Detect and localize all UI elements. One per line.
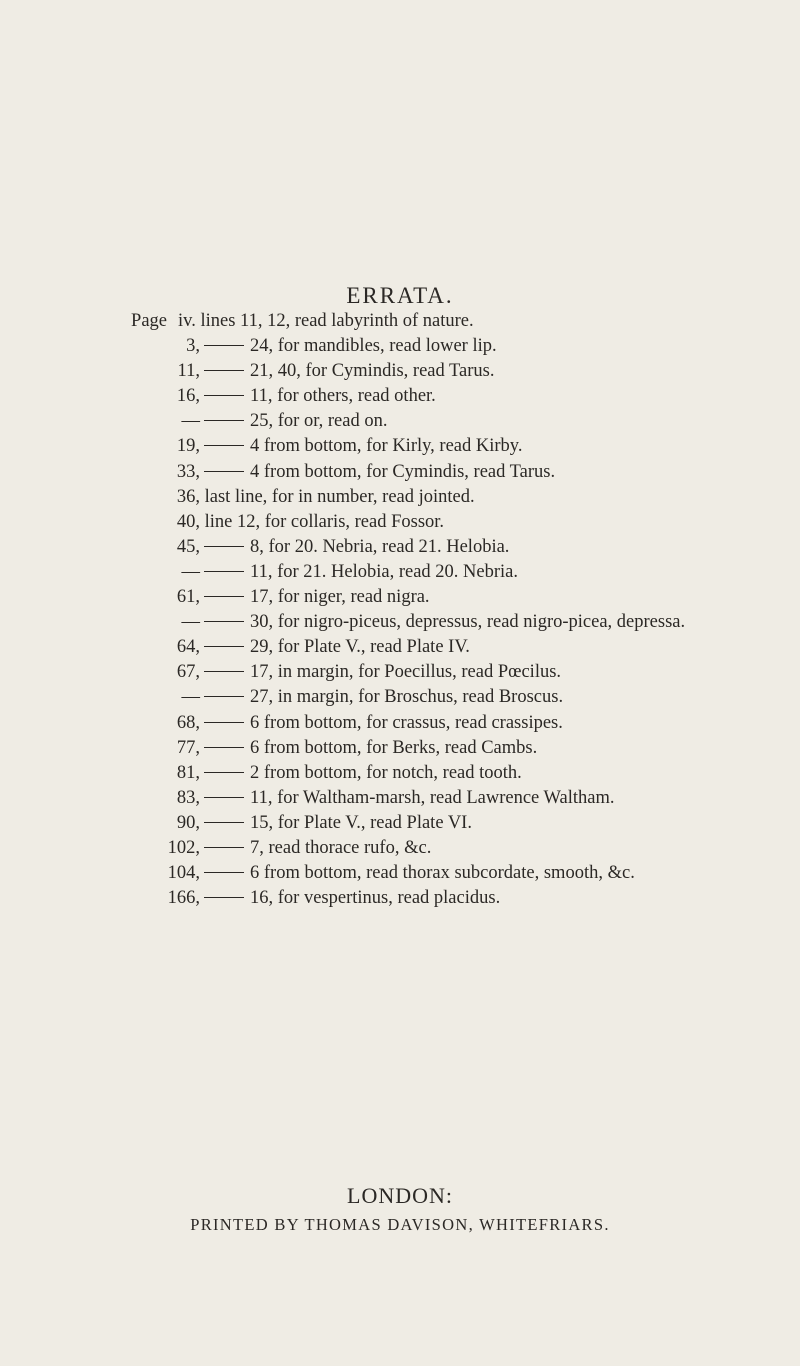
entry-text: 4 from bottom, for Cymindis, read Tarus. [250, 461, 556, 482]
entry-text: 30, for nigro-piceus, depressus, read nigro-picea, depressa. [250, 612, 686, 633]
ditto-rule [204, 696, 244, 697]
entry-text: 6 from bottom, read thorax subcordate, smooth, &c. [250, 863, 635, 884]
entry-text: 24, for mandibles, read lower lip. [250, 336, 497, 357]
errata-entry [178, 761, 788, 786]
page-number: — [181, 561, 200, 582]
page-label: Page [131, 311, 167, 331]
ditto-rule [204, 571, 244, 572]
page-number: — [181, 612, 200, 633]
ditto-rule [204, 420, 244, 421]
page-number: 83, [176, 787, 200, 808]
entry-text: 6 from bottom, for crassus, read crassipes. [250, 712, 563, 733]
errata-entry [167, 861, 788, 886]
errata-entry [167, 886, 788, 911]
page-number: 33, [176, 461, 200, 482]
errata-entry [178, 409, 788, 434]
entry-text: 17, in margin, for Poecillus, read Pœcilus. [250, 662, 562, 683]
errata-entry [178, 811, 788, 836]
imprint-city: LONDON: [347, 1183, 453, 1208]
entry-text: 21, 40, for Cymindis, read Tarus. [250, 361, 495, 382]
errata-entry [178, 384, 788, 409]
errata-entry [178, 660, 788, 685]
entry-text: 29, for Plate V., read Plate IV. [250, 637, 470, 658]
page-number: 81, [176, 762, 200, 783]
imprint-printer: PRINTED BY THOMAS DAVISON, WHITEFRIARS. [190, 1215, 610, 1234]
errata-entry [178, 560, 788, 585]
errata-list [131, 309, 788, 911]
ditto-rule [204, 596, 244, 597]
page-number: 102, [167, 837, 200, 858]
errata-entry [178, 786, 788, 811]
errata-entry [178, 685, 788, 710]
entry-text: lines 11, 12, read labyrinth of nature. [200, 311, 474, 331]
page-number: 61, [176, 587, 200, 608]
entry-text: 27, in margin, for Broschus, read Broscus. [250, 687, 564, 708]
ditto-rule [204, 395, 244, 396]
ditto-rule [204, 847, 244, 848]
page-number: 90, [176, 812, 200, 833]
page-number: 104, [167, 863, 200, 884]
ditto-rule [204, 646, 244, 647]
errata-entry [178, 585, 788, 610]
ditto-rule [204, 445, 244, 446]
ditto-rule [204, 671, 244, 672]
entry-text: line 12, for collaris, read Fossor. [204, 511, 445, 532]
page-number: 166, [167, 888, 200, 909]
page-number: 40, [176, 511, 200, 532]
page-number: 77, [176, 737, 200, 758]
page-number: 45, [176, 536, 200, 557]
errata-entry [178, 485, 788, 510]
page-number: 36, [176, 486, 200, 507]
ditto-rule [204, 897, 244, 898]
ditto-rule [204, 471, 244, 472]
entry-text: 11, for 21. Helobia, read 20. Nebria. [250, 561, 518, 582]
entry-text: 11, for others, read other. [250, 386, 436, 407]
ditto-rule [204, 872, 244, 873]
entry-text: 17, for niger, read nigra. [250, 587, 430, 608]
entry-text: 25, for or, read on. [250, 411, 388, 432]
errata-entry [178, 610, 788, 635]
entry-text: 2 from bottom, for notch, read tooth. [250, 762, 522, 783]
ditto-rule [204, 546, 244, 547]
entry-text: 6 from bottom, for Berks, read Cambs. [250, 737, 538, 758]
page-number: 16, [176, 386, 200, 407]
errata-entry [178, 334, 788, 359]
page-number: — [181, 687, 200, 708]
entry-text: last line, for in number, read jointed. [204, 486, 475, 507]
entry-text: 16, for vespertinus, read placidus. [250, 888, 501, 909]
ditto-rule [204, 370, 244, 371]
entry-text: 7, read thorace rufo, &c. [250, 837, 432, 858]
ditto-rule [204, 722, 244, 723]
page-number: 64, [176, 637, 200, 658]
errata-entry [178, 510, 788, 535]
entry-text: 8, for 20. Nebria, read 21. Helobia. [250, 536, 510, 557]
errata-entry [178, 359, 788, 384]
page-title: ERRATA. [346, 283, 454, 308]
errata-entry [178, 635, 788, 660]
ditto-rule [204, 822, 244, 823]
errata-entry [178, 434, 788, 459]
ditto-rule [204, 797, 244, 798]
entry-text: 15, for Plate V., read Plate VI. [250, 812, 472, 833]
ditto-rule [204, 345, 244, 346]
errata-entry [178, 460, 788, 485]
page-number: 67, [176, 662, 200, 683]
page-number: — [181, 411, 200, 432]
page-number: 11, [177, 361, 200, 382]
ditto-rule [204, 772, 244, 773]
page-number: 3, [186, 336, 200, 357]
page-number: 68, [176, 712, 200, 733]
errata-entry [178, 736, 788, 761]
errata-entry [131, 309, 788, 334]
errata-entry [178, 535, 788, 560]
ditto-rule [204, 747, 244, 748]
page-number: 19, [176, 436, 200, 457]
entry-text: 11, for Waltham-marsh, read Lawrence Waltham. [250, 787, 615, 808]
page-number: iv. [178, 311, 196, 331]
errata-entry [178, 711, 788, 736]
ditto-rule [204, 621, 244, 622]
errata-entry [167, 836, 788, 861]
entry-text: 4 from bottom, for Kirly, read Kirby. [250, 436, 523, 457]
